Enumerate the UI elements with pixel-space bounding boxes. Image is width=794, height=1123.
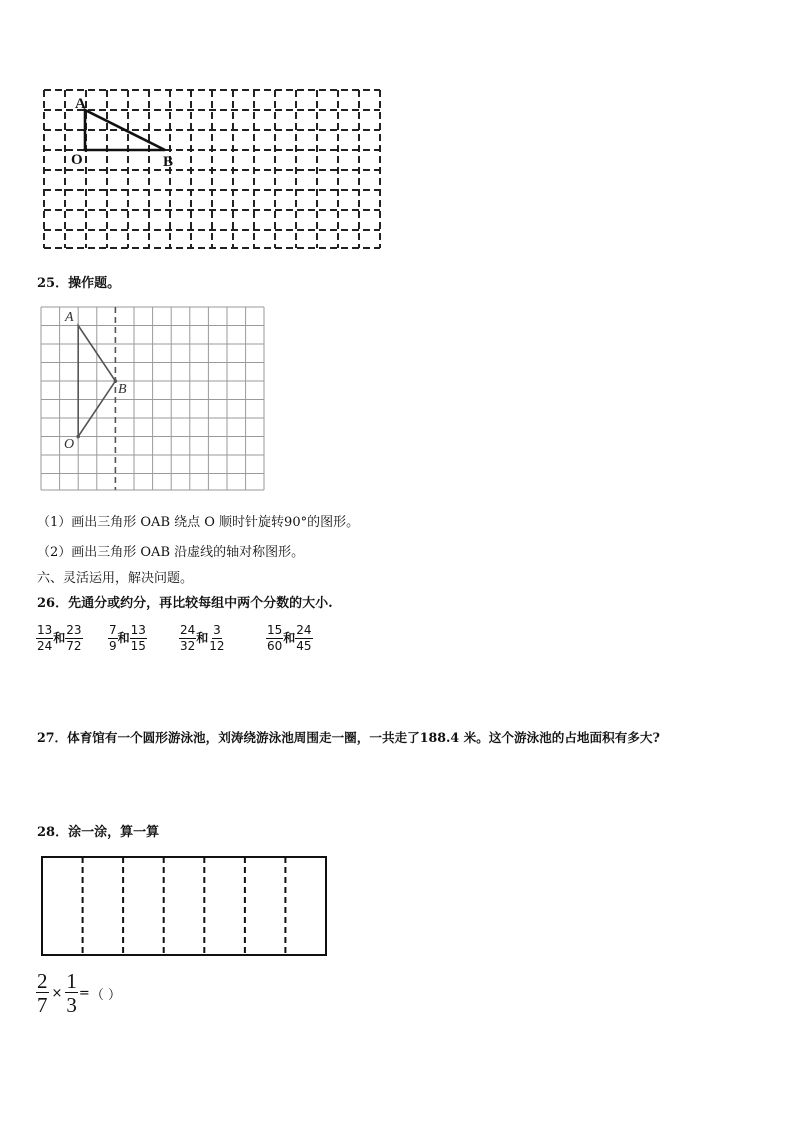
label-b: B <box>118 382 127 397</box>
label-o: O <box>64 437 75 452</box>
fraction-right: $\frac{3}{12}$ <box>209 622 225 653</box>
answer-blank[interactable]: （ ） <box>90 987 121 1003</box>
section-6-title: 六、灵活运用，解决问题。 <box>37 571 194 586</box>
label-b: B <box>163 154 174 170</box>
label-a: A <box>65 310 74 325</box>
grid-figure-q25 <box>38 304 268 494</box>
question-25-title: 25．操作题。 <box>37 276 121 291</box>
fraction-two-sevenths: $\frac{2}{7}$ <box>37 969 48 1017</box>
times-sign: × <box>51 985 63 1001</box>
connector-he: 和 <box>283 630 296 645</box>
triangle-oab <box>85 110 165 150</box>
question-28-title: 28．涂一涂，算一算 <box>37 825 160 840</box>
fraction-pair-3 <box>179 621 226 655</box>
fraction-right: $\frac{23}{72}$ <box>66 622 82 653</box>
fraction-left: $\frac{7}{9}$ <box>109 622 117 653</box>
fraction-pair-4 <box>266 621 313 655</box>
rectangle-seven-parts <box>40 855 330 959</box>
fraction-pair-1 <box>36 621 83 655</box>
grid-figure-triangle-oab <box>40 86 386 254</box>
label-a: A <box>75 96 86 112</box>
fraction-left: $\frac{24}{32}$ <box>180 622 196 653</box>
equals-sign: = <box>78 985 90 1001</box>
fraction-one-third: $\frac{1}{3}$ <box>66 969 77 1017</box>
fraction-left: $\frac{15}{60}$ <box>267 622 283 653</box>
question-25-part-1: （1）画出三角形 OAB 绕点 O 顺时针旋转90°的图形。 <box>37 515 360 530</box>
fraction-left: $\frac{13}{24}$ <box>37 622 53 653</box>
question-27-title: 27．体育馆有一个圆形游泳池，刘涛绕游泳池周围走一圈，一共走了188.4 米。这个游泳池的占地面积有多大? <box>37 730 660 745</box>
connector-he: 和 <box>196 630 209 645</box>
label-o: O <box>71 152 83 168</box>
connector-he: 和 <box>53 630 66 645</box>
fraction-right: $\frac{13}{15}$ <box>130 622 146 653</box>
question-26-title: 26．先通分或约分，再比较每组中两个分数的大小. <box>37 596 333 611</box>
fraction-right: $\frac{24}{45}$ <box>296 622 312 653</box>
fraction-pair-2 <box>108 621 147 655</box>
q28-expression <box>36 971 121 1015</box>
question-25-part-2: （2）画出三角形 OAB 沿虚线的轴对称图形。 <box>37 545 305 560</box>
connector-he: 和 <box>117 630 130 645</box>
